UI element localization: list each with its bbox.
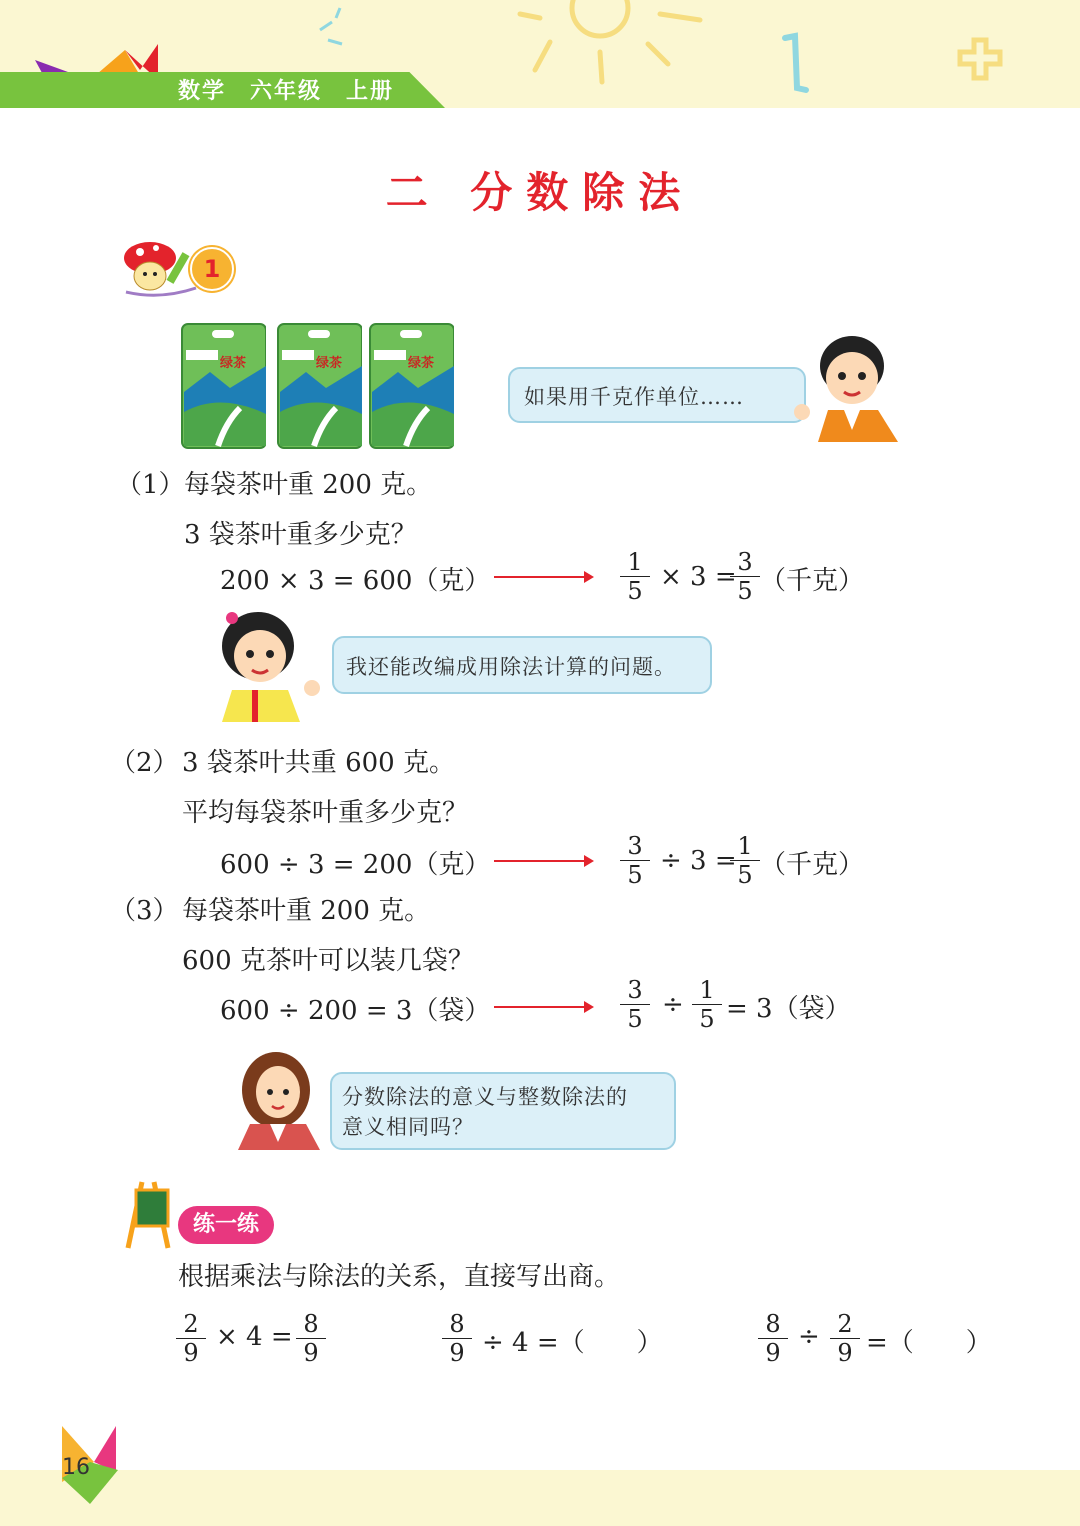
book-title: 数学 六年级 上册 (178, 79, 395, 104)
chapter-title: 二 分数除法 (385, 168, 695, 217)
problem-1-number: （1） (116, 470, 185, 500)
girl-character-icon (208, 606, 328, 724)
operator: × 4 = (216, 1322, 293, 1352)
mushroom-mascot-icon (120, 238, 198, 300)
fraction (620, 832, 650, 889)
denominator: 9 (765, 1339, 781, 1367)
denominator: 9 (303, 1339, 319, 1367)
denominator: 9 (183, 1339, 199, 1367)
numerator: 8 (442, 1310, 472, 1339)
boy-character-icon (788, 330, 908, 445)
answer-blank[interactable]: =（ ） (866, 1328, 992, 1358)
operator: ÷ (662, 990, 684, 1020)
denominator: 5 (737, 861, 753, 889)
fraction (176, 1310, 206, 1367)
denominator: 5 (699, 1005, 715, 1033)
denominator: 5 (627, 577, 643, 605)
tea-bag-1 (180, 322, 270, 452)
denominator: 9 (837, 1339, 853, 1367)
operator: ÷ 3 = (660, 846, 737, 876)
tea-bag-label: 绿茶 (408, 356, 435, 371)
numerator: 3 (620, 832, 650, 861)
fraction (730, 548, 760, 605)
footer-band (0, 1470, 1080, 1526)
arrow-icon (494, 860, 592, 862)
numerator: 1 (620, 548, 650, 577)
denominator: 5 (627, 861, 643, 889)
numerator: 3 (730, 548, 760, 577)
fraction (692, 976, 722, 1033)
fraction (730, 832, 760, 889)
problem-1-question: 3 袋茶叶重多少克？ (184, 520, 417, 550)
tea-bag-label: 绿茶 (220, 356, 247, 371)
speech-bubble-boy: 如果用千克作单位…… (508, 367, 806, 423)
number-one-icon (785, 36, 806, 90)
denominator: 5 (627, 1005, 643, 1033)
operator: × 3 = (660, 562, 737, 592)
fraction (442, 1310, 472, 1367)
problem-2-question: 平均每袋茶叶重多少克？ (182, 798, 469, 828)
fraction (620, 548, 650, 605)
numerator: 1 (730, 832, 760, 861)
sparkle-icon (320, 8, 342, 44)
unit: （千克） (760, 850, 865, 880)
example-number-badge: 1 (190, 247, 234, 291)
problem-2-statement: 3 袋茶叶共重 600 克。 (182, 748, 455, 778)
denominator: 5 (737, 577, 753, 605)
page-number: 16 (62, 1455, 90, 1480)
numerator: 3 (620, 976, 650, 1005)
practice-badge: 练一练 (178, 1206, 274, 1244)
problem-2-integer-equation: 600 ÷ 3 = 200（克） (220, 850, 491, 880)
practice-instruction: 根据乘法与除法的关系，直接写出商。 (178, 1262, 621, 1292)
easel-chalkboard-icon (118, 1178, 178, 1250)
numerator: 8 (758, 1310, 788, 1339)
operator-with-blank[interactable]: ÷ 4 =（ ） (482, 1328, 663, 1358)
arrow-icon (494, 576, 592, 578)
speech-bubble-teacher (330, 1072, 676, 1150)
unit: = 3（袋） (726, 994, 851, 1024)
bubble-line-1: 分数除法的意义与整数除法的 (342, 1085, 628, 1109)
tea-bag-label: 绿茶 (316, 356, 343, 371)
speech-bubble-girl: 我还能改编成用除法计算的问题。 (332, 636, 712, 694)
problem-3-statement: 每袋茶叶重 200 克。 (182, 896, 431, 926)
teacher-character-icon (228, 1048, 328, 1150)
numerator: 2 (830, 1310, 860, 1339)
fraction (830, 1310, 860, 1367)
unit: （千克） (760, 566, 865, 596)
fraction (296, 1310, 326, 1367)
fraction (758, 1310, 788, 1367)
numerator: 8 (296, 1310, 326, 1339)
denominator: 9 (449, 1339, 465, 1367)
problem-3-integer-equation: 600 ÷ 200 = 3（袋） (220, 996, 491, 1026)
problem-3-question: 600 克茶叶可以装几袋？ (182, 946, 474, 976)
operator: ÷ (798, 1322, 820, 1352)
problem-3-number: （3） (110, 896, 179, 926)
tea-bag-2 (276, 322, 366, 452)
plus-icon (960, 40, 1000, 78)
problem-1-statement: 每袋茶叶重 200 克。 (184, 470, 433, 500)
numerator: 1 (692, 976, 722, 1005)
numerator: 2 (176, 1310, 206, 1339)
tea-bag-3 (368, 322, 458, 452)
arrow-icon (494, 1006, 592, 1008)
problem-1-integer-equation: 200 × 3 = 600（克） (220, 566, 491, 596)
problem-2-number: （2） (110, 748, 179, 778)
fraction (620, 976, 650, 1033)
sun-icon (572, 0, 628, 36)
bubble-line-2: 意义相同吗？ (342, 1115, 474, 1139)
